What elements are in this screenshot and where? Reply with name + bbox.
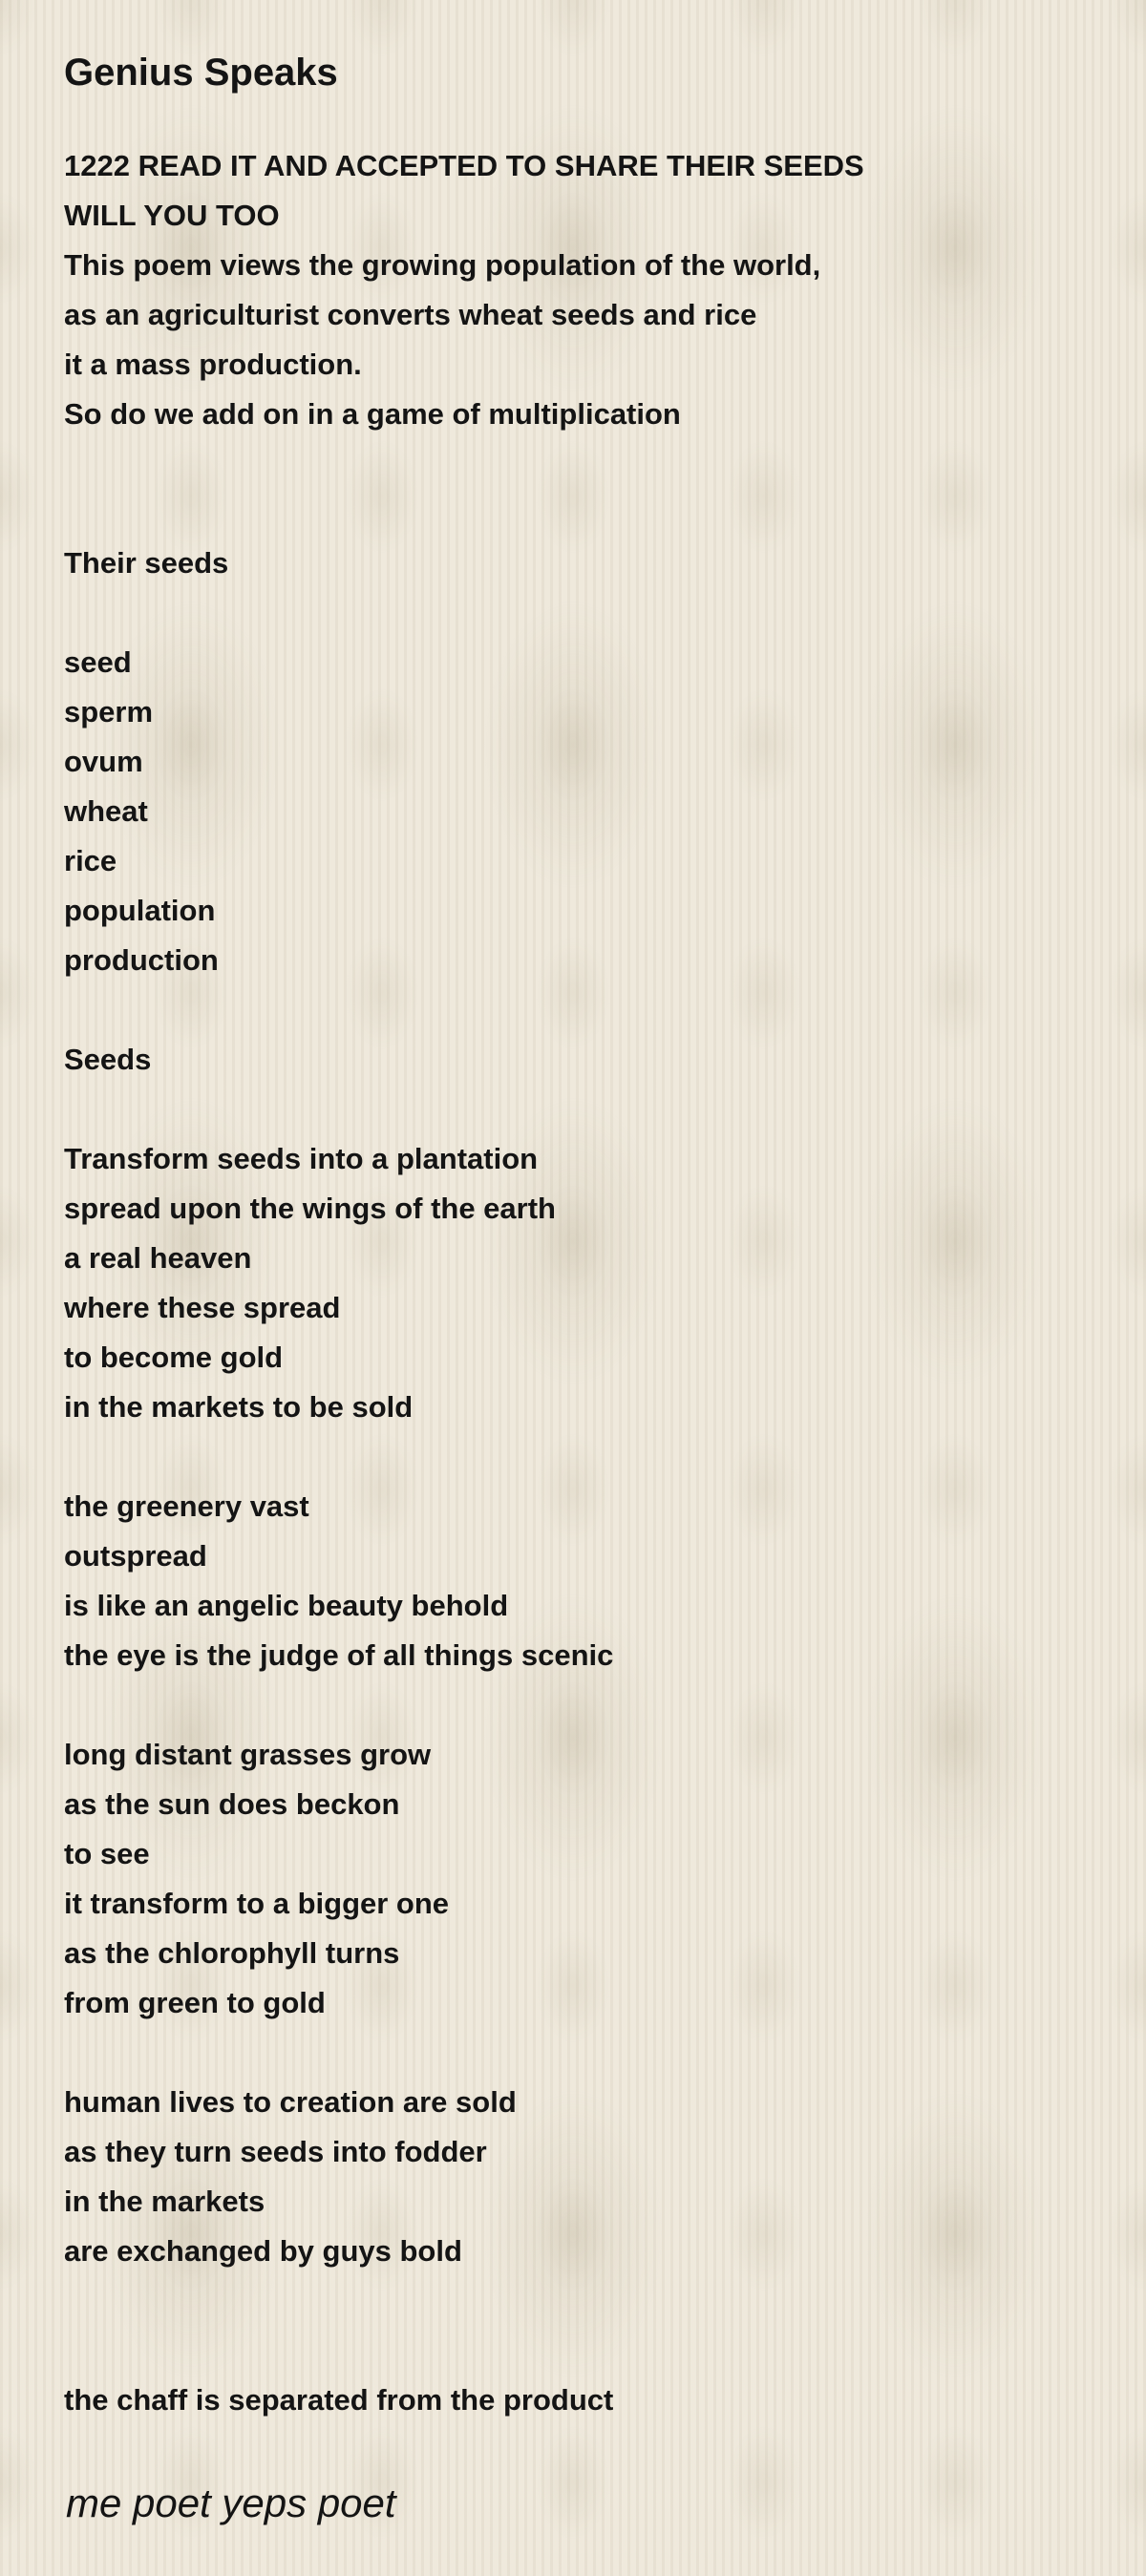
poem-line: 1222 READ IT AND ACCEPTED TO SHARE THEIR SEEDS [64, 149, 864, 182]
poem-blank-line [64, 2276, 1095, 2326]
poem-line: in the markets [64, 2185, 265, 2218]
poem-line: wheat [64, 794, 148, 828]
poem-line: it a mass production. [64, 348, 362, 381]
poem-blank-line [64, 2326, 1095, 2375]
poem-line: WILL YOU TOO [64, 199, 280, 232]
poem-line: as they turn seeds into fodder [64, 2135, 487, 2168]
poem-line: rice [64, 844, 117, 877]
poem-blank-line [64, 439, 1095, 489]
poem-body [64, 141, 1095, 2425]
poem-blank-line [64, 489, 1095, 538]
poem-line: production [64, 943, 219, 977]
poem-title: Genius Speaks [64, 52, 338, 94]
poem-line: to become gold [64, 1341, 284, 1374]
poem-author: me poet yeps poet [66, 2481, 396, 2525]
poem-line: human lives to creation are sold [64, 2085, 517, 2119]
poem-line: So do we add on in a game of multiplication [64, 397, 681, 431]
poem-blank-line [64, 985, 1095, 1035]
poem-blank-line [64, 1085, 1095, 1134]
poem-line: outspread [64, 1539, 207, 1573]
poem-line: This poem views the growing population of the world, [64, 248, 821, 282]
poem-line: a real heaven [64, 1241, 252, 1275]
poem-line: it transform to a bigger one [64, 1887, 450, 1920]
poem-line: ovum [64, 745, 143, 778]
poem-line: to see [64, 1837, 150, 1870]
poem-blank-line [64, 1680, 1095, 1730]
poem-line: as the sun does beckon [64, 1787, 400, 1821]
poem-line: Seeds [64, 1043, 152, 1076]
poem-line: Their seeds [64, 546, 229, 580]
poem-line: the chaff is separated from the product [64, 2383, 614, 2417]
poem-line: as the chlorophyll turns [64, 1936, 400, 1970]
poem-line: from green to gold [64, 1986, 326, 2019]
poem-line: where these spread [64, 1291, 341, 1324]
poem-line: in the markets to be sold [64, 1390, 414, 1424]
poem-blank-line [64, 2028, 1095, 2078]
poem-line: the greenery vast [64, 1489, 309, 1523]
poem-line: seed [64, 645, 132, 679]
poem-line: are exchanged by guys bold [64, 2234, 462, 2268]
poem-line: as an agriculturist converts wheat seeds and rice [64, 298, 757, 331]
poem-line: the eye is the judge of all things scenic [64, 1638, 614, 1672]
poem-line: Transform seeds into a plantation [64, 1142, 539, 1175]
poem-line: spread upon the wings of the earth [64, 1192, 556, 1225]
poem-line: population [64, 894, 216, 927]
poem-blank-line [64, 1432, 1095, 1482]
poem-line: sperm [64, 695, 154, 728]
poem-line: is like an angelic beauty behold [64, 1589, 509, 1622]
poem-line: long distant grasses grow [64, 1738, 432, 1771]
poem-blank-line [64, 588, 1095, 638]
